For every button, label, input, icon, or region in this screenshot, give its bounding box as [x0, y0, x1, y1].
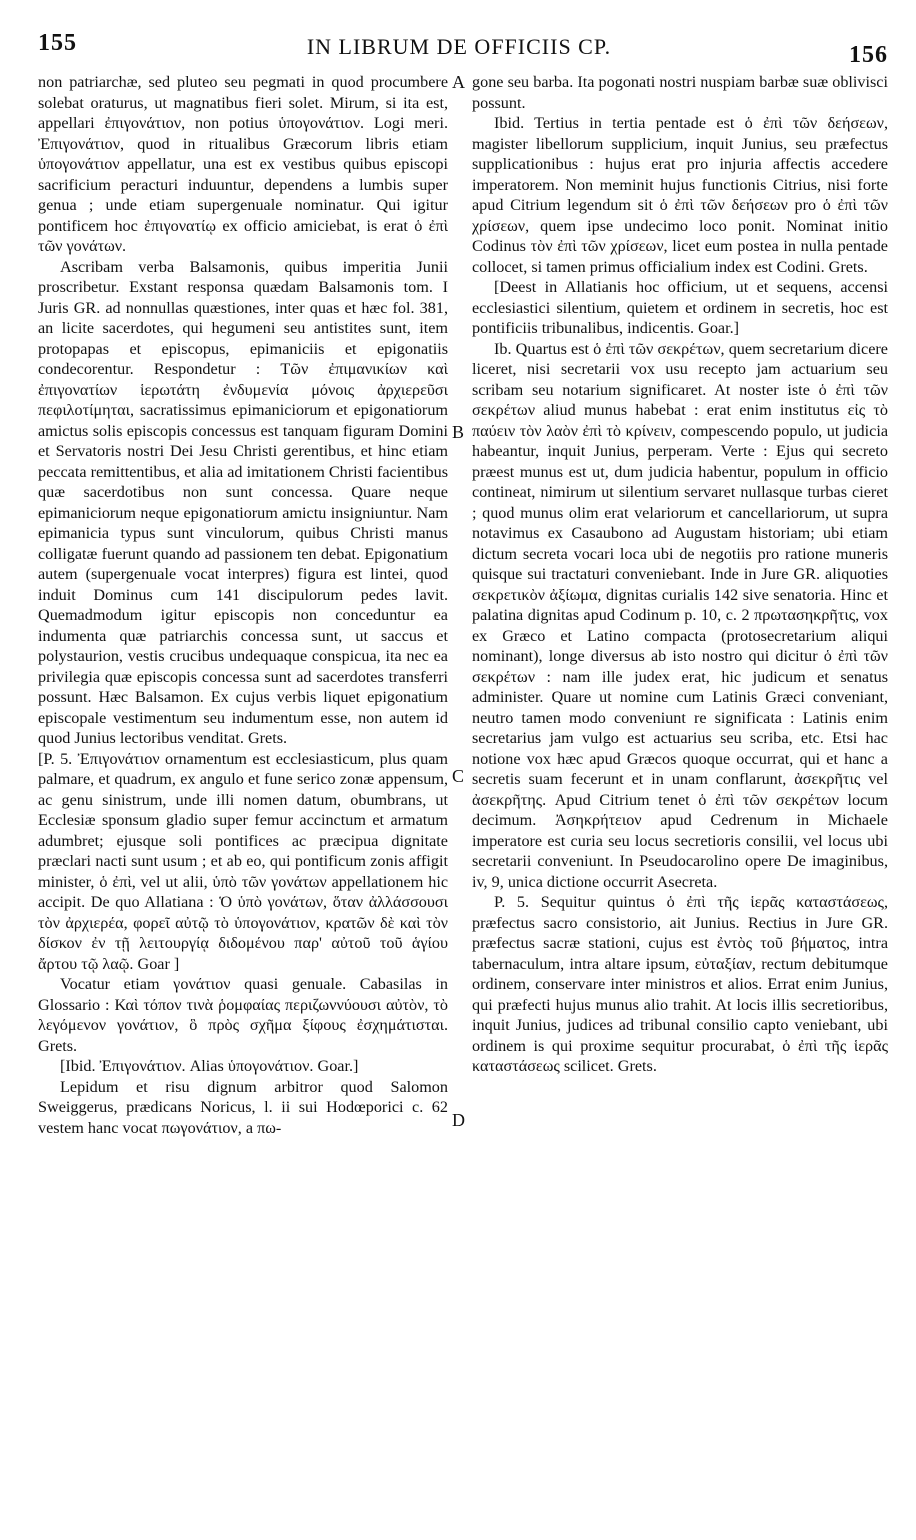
- right-page-number: 156: [849, 42, 888, 68]
- left-paragraph-5: [Ibid. Ἐπιγονάτιον. Alias ὑπογονάτιον. Goar.]: [60, 1057, 359, 1075]
- right-paragraph-5: P. 5. Sequitur quintus ὁ ἐπὶ τῆς ἱερᾶς καταστάσεως, præfectus sacro consistorio, ait Junius. Rectius in Jure GR. præfectus sacræ stationi, cujus est ἐντὸς τοῦ βήματος, intra tabernaculum, intra altare ipsum, εὐταξίαν, rectum debitumque ordinem, conservare inter ministros et alios. Errat enim Junius, qui præfecti hujus munus alio trahit. At locis illis secretioribus, inquit Junius, judices ad tribunal consilio capto veniebant, ubi ordinem is qui proxime sequitur procurabat, ὁ ἐπὶ τῆς ἱερᾶς καταστάσεως scilicet. Grets.: [472, 893, 888, 1075]
- left-paragraph-2: Ascribam verba Balsamonis, quibus imperitia Junii proscribetur. Exstant responsa quædam Balsamonis tom. I Juris GR. ad nonnullas quæstiones, inter quas et hæc fol. 381, an licite sacerdotes, qui hegumeni seu antistites sunt, item protopapas et episcopus, epimaniciis et epigonatiis condecorentur. Respondetur : Τῶν ἐπιμανικίων καὶ ἐπιγονατίων ἱερωτάτη ἐνδυμενία μόνοις ἀρχιερεῦσι πεφιλοτίμηται, sacratissimus epimaniciorum et epigonatiorum amictus solis episcopis concessus est tanquam figuram Domini et Servatoris nostri Dei Jesu Christi gerentibus, et hinc etiam peccata remittentibus, et alia ad imitationem Christi facientibus quæ sacerdotibus non sunt concessa. Quare neque epimaniciorum neque epigonatiorum amictu insigniuntur. Nam epimanicia typus sunt vinculorum, quibus Christi manus colligatæ fuerunt quando ad passionem ten debat. Epigonatium autem (supergenuale vocat interpres) figura est lintei, quod induit Dominus cum 141 discipulorum pedes lavit. Quemadmodum igitur episcopis non conceduntur ea indumenta quæ patriarchis concessa sunt, ut saccus et polystaurion, vestis crucibus undequaque conspicua, ita nec ea privilegia quæ episcopis concessa sunt ad sacerdotes transferri possunt. Hæc Balsamon. Ex cujus verbis liquet epigonatium episcopale vestimentum seu indumentum esse, non autem id quod Junius lectoribus venditat. Grets.: [38, 257, 448, 747]
- margin-letter-c: C: [452, 766, 465, 786]
- page-header: [30, 30, 888, 70]
- left-paragraph-4: Vocatur etiam γονάτιον quasi genuale. Cabasilas in Glossario : Καὶ τόπον τινὰ ῥομφαίας περιζωννύουσι αὐτὸν, τὸ λεγόμενον γονάτιον, ὃ πρὸς σχῆμα ξίφους ἐσχημάτισται. Grets.: [38, 975, 448, 1055]
- right-paragraph-3: [Deest in Allatianis hoc officium, ut et sequens, accensi ecclesiastici silentium, quietem et ordinem in secretis, hoc est pontificiis tribunalibus, indicentis. Goar.]: [472, 278, 888, 337]
- left-page-number: 155: [38, 30, 77, 56]
- left-column: [38, 72, 448, 1138]
- left-paragraph-3: [P. 5. Ἐπιγονάτιον ornamentum est ecclesiasticum, plus quam palmare, et quadrum, ex angulo et fune serico zonæ appensum, ac genu sinistrum, unde illi nomen datum, obumbrans, ut Ecclesiæ sponsum gladio super femur accinctum et armatum adumbret; ejusque soli pontifices ac præcipua dignitate præclari nacti sunt usum ; et ab eo, qui pontificum zonis affigit minister, ὁ ἐπὶ, vel ut alii, ὑπὸ τῶν γονάτων appellationem hic accipit. De quo Allatiana : Ὁ ὑπὸ γονάτων, ὅταν ἀλλάσσουσι τὸν ἀρχιερέα, φορεῖ αὐτῷ τὸ ὑπογονάτιον, κρατῶν δὲ καὶ τὸν δίσκον ἐν τῇ λειτουργίᾳ διδομένου παρ' αὐτοῦ τοῦ ἁγίου ἄρτου τῷ λαῷ. Goar ]: [38, 749, 448, 973]
- margin-letter-b: B: [452, 422, 465, 442]
- right-paragraph-1: gone seu barba. Ita pogonati nostri nuspiam barbæ suæ oblivisci possunt.: [472, 73, 888, 112]
- margin-letter-a: A: [452, 72, 465, 92]
- right-column: [472, 72, 888, 1077]
- left-paragraph-6: Lepidum et risu dignum arbitror quod Salomon Sweiggerus, prædicans Noricus, l. ii sui Hodœporici c. 62 vestem hanc vocat πωγονάτιον, a πω-: [38, 1077, 448, 1137]
- right-paragraph-4: Ib. Quartus est ὁ ἐπὶ τῶν σεκρέτων, quem secretarium dicere liceret, nisi secretarii vox usu recepto jam actuarium seu scribam seu notarium significaret. At noster iste ὁ ἐπὶ τῶν σεκρέτων aliud munus habebat : erat enim institutus εἰς τὸ παύειν τὸν λαὸν ἐπὶ τὸ κρίνειν, compescendo populo, ut judicia habeantur, inquit Junius, perperam. Verte : Ejus qui secreto præest munus est ut, dum judicia habentur, populum in officio contineat, nimirum ut silentium servaret nullasque turbas cieret ; quod munus olim erat velariorum et cancellariorum, ut supra notavimus ex Casaubono ad Augustam historiam; ubi etiam dictum secreta vocari loca ubi de negotiis pro ratione muneris quisque sui tractaturi conveniebant. Inde in Jure GR. aliquoties σεκρετικὸν ἀξίωμα, dignitas curialis 142 sive senatoria. Hinc et palatina dignitas apud Codinum p. 10, c. 2 πρωτασηκρῆτις, vox ex Græco et Latino compacta (protosecretarium aliqui nominant), longe diversus ab isto nostro qui dicitur ὁ ἐπὶ τῶν σεκρέτων : nam ille judex erat, hic judicum et senatus administer. Quare ut nomine cum Latinis Græci conveniant, neutro tamen modo conveniunt re significata : Latinis enim secretarius jam vulgo est actuarius seu scriba, etc. Etsi hac notione vox hæc apud Græcos quoque occurrat, qui et hanc a secretis suam fecerunt et in unam conflarunt, ἀσεκρῆτις vel ἀσεκρῆτης. Apud Citrium tenet ὁ ἐπὶ τῶν σεκρέτων locum decimum. Ἀσηκρήτειον apud Cedrenum in Michaele imperatore est curia seu locus secretioris consilii, vel locus ubi secretarii conveniunt. In Pseudocarolino opere De imaginibus, iv, 9, unica dictione occurrit Asecreta.: [472, 339, 888, 891]
- margin-letter-d: D: [452, 1110, 465, 1130]
- right-paragraph-2: Ibid. Tertius in tertia pentade est ὁ ἐπὶ τῶν δεήσεων, magister libellorum supplicium, inquit Junius, seu præfectus supplicationibus : hujus erat pro injuria affectis accedere imperatorem. Non meminit hujus functionis Citrius, nisi forte apud Citrium legendum sit ὁ ἐπὶ τῶν δεήσεων pro ὁ ἐπὶ τῶν χρίσεων, quem ipse undecimo loco ponit. Nominat initio Codinus τὸν ἐπὶ τῶν χρίσεων, licet eum postea in nulla pentade collocet, si tamen primus officialium index est Codini. Grets.: [472, 114, 888, 276]
- left-paragraph-1: non patriarchæ, sed pluteo seu pegmati in quod procumbere solebat oraturus, ut magnatibus fieri solet. Mirum, si ita est, appellari ἐπιγονάτιον, non potius ὑπογονάτιον. Logi meri. Ἐπιγονάτιον, quod in ritualibus Græcorum libris etiam ὑπογονάτιον appellatur, una est ex vestibus quibus episcopi sacrificium peracturi induuntur, dependens a lumbis super genua ; unde etiam supergenuale nominatur. Qui igitur pontificem hoc ἐπιγονατίῳ ex officio amiciebat, is erat ὁ ἐπὶ τῶν γονάτων.: [38, 73, 448, 255]
- running-title: IN LIBRUM DE OFFICIIS CP.: [306, 34, 612, 59]
